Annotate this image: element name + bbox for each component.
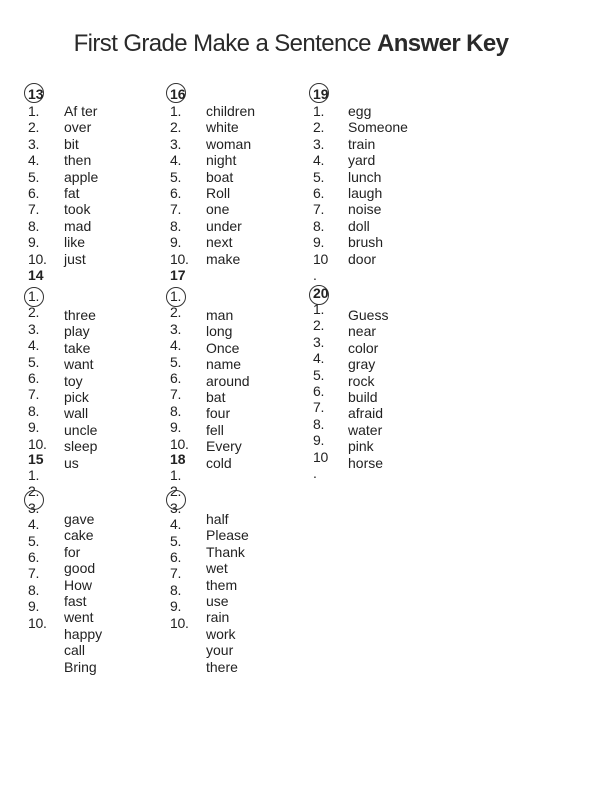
answer-word: fat [64, 185, 80, 201]
answer-word: yard [348, 152, 376, 169]
answer-word: use [206, 593, 229, 609]
answer-word: like [64, 234, 86, 251]
set-number-15: 15 [28, 451, 44, 467]
answer-word: uncle [64, 421, 98, 438]
answer-word: Thank [206, 543, 245, 560]
answer-word: gave [64, 511, 95, 527]
answer-word: Guess [348, 307, 389, 323]
answer-word: went [64, 609, 94, 626]
question-number: 8. [28, 402, 40, 419]
answer-word: Bring [64, 658, 97, 675]
question-number: 4. [170, 516, 182, 533]
question-number: 3. [28, 320, 40, 337]
answer-word: horse [348, 454, 384, 471]
question-number: 2. [28, 483, 40, 500]
answer-word: children [206, 103, 256, 119]
answer-word: bit [64, 135, 79, 152]
question-number: 3. [170, 135, 182, 152]
question-number: 1. [28, 103, 40, 119]
question-number: 7. [170, 565, 182, 582]
question-number: 10. [28, 435, 47, 452]
question-number: 7. [170, 386, 182, 403]
answer-word: long [206, 323, 233, 340]
question-number: 2. [313, 317, 325, 334]
question-number: 7. [313, 201, 325, 218]
answer-word: Every [206, 438, 242, 455]
question-number: 10. [170, 250, 189, 267]
question-number: 4. [28, 516, 40, 533]
stray-dot: . [313, 267, 317, 283]
answer-word: door [348, 250, 377, 267]
question-number: 1. [313, 103, 325, 119]
answer-word: work [206, 625, 236, 642]
question-number: 6. [313, 383, 325, 399]
question-number: 8. [170, 402, 182, 419]
answer-word: sleep [64, 438, 98, 455]
question-number: 8. [313, 415, 325, 432]
set-number-16: 16 [170, 86, 186, 102]
answer-word: fast [64, 593, 87, 609]
question-number: 9. [28, 419, 40, 436]
answer-word: pick [64, 389, 89, 405]
question-number: 4. [313, 350, 325, 367]
question-number: 5. [28, 353, 40, 370]
answer-word: cake [64, 527, 94, 544]
set-number-19: 19 [313, 86, 329, 102]
set-number-14: 14 [28, 267, 44, 283]
answer-word: around [206, 372, 250, 389]
set-number-13: 13 [28, 86, 44, 102]
question-number: 9. [28, 234, 40, 251]
question-number: 9. [170, 234, 182, 251]
answer-word: play [64, 323, 90, 340]
answer-word: took [64, 201, 91, 218]
question-number: 8. [313, 217, 325, 234]
answer-word: next [206, 234, 233, 251]
question-number: 2. [28, 119, 40, 136]
set-number-18: 18 [170, 451, 186, 467]
question-number: 6. [28, 185, 40, 201]
answer-word: afraid [348, 405, 384, 422]
answer-word: cold [206, 454, 232, 471]
question-number: 9. [313, 432, 325, 449]
answer-word: happy [64, 625, 103, 642]
page-title [0, 30, 582, 58]
answer-word: man [206, 307, 234, 323]
question-number: 4. [313, 152, 325, 169]
answer-word: Once [206, 339, 240, 356]
question-number: 1. [28, 288, 40, 304]
question-number: 4. [170, 337, 182, 354]
question-number: 3. [170, 499, 182, 516]
question-number: 6. [313, 185, 325, 201]
question-number: 3. [313, 135, 325, 152]
question-number: 1. [28, 467, 40, 483]
answer-word: egg [348, 103, 372, 119]
question-number: 6. [170, 549, 182, 565]
question-number: 2. [28, 304, 40, 321]
answer-word: build [348, 389, 378, 405]
question-number: 10. [170, 435, 189, 452]
answer-word: Someone [348, 119, 408, 136]
answer-word: wet [206, 560, 228, 577]
question-number: 6. [28, 549, 40, 565]
question-number: 8. [170, 581, 182, 598]
answer-word: rain [206, 609, 230, 626]
set-number-17: 17 [170, 267, 186, 283]
question-number: 5. [170, 353, 182, 370]
question-number: 1. [170, 288, 182, 304]
answer-word: night [206, 152, 237, 169]
answer-word: woman [206, 135, 252, 152]
answer-word: How [64, 576, 93, 593]
question-number: 5. [170, 168, 182, 185]
question-number: 10. [28, 250, 47, 267]
question-number: 7. [170, 201, 182, 218]
answer-word: just [64, 250, 86, 267]
question-number: 8. [28, 217, 40, 234]
question-number: 6. [170, 185, 182, 201]
answer-word: four [206, 405, 231, 422]
answer-word: Af ter [64, 103, 98, 119]
question-number: 8. [28, 581, 40, 598]
question-number: 5. [170, 532, 182, 549]
answer-word: apple [64, 168, 99, 185]
question-number: 8. [170, 217, 182, 234]
answer-word: name [206, 356, 242, 373]
question-number: 6. [28, 370, 40, 386]
question-number: 3. [170, 320, 182, 337]
question-number: 2. [313, 119, 325, 136]
answer-word: half [206, 511, 229, 527]
answer-word: Roll [206, 185, 231, 201]
question-number: 1. [170, 103, 182, 119]
question-number: 1. [313, 301, 325, 317]
question-number: 5. [313, 168, 325, 185]
answer-word: good [64, 560, 96, 577]
answer-word: over [64, 119, 92, 136]
question-number: 2. [170, 304, 182, 321]
question-number: 4. [170, 152, 182, 169]
title-answer-key: Answer Key [376, 30, 509, 57]
answer-word: doll [348, 217, 370, 234]
question-number: 6. [170, 370, 182, 386]
question-number: 10. [28, 614, 47, 631]
answer-word: your [206, 642, 234, 659]
answer-word: for [64, 543, 81, 560]
question-number: 5. [313, 366, 325, 383]
question-number: 3. [28, 135, 40, 152]
question-number: 7. [313, 399, 325, 416]
title-text: First Grade Make a Sentence [73, 30, 371, 57]
question-number: 3. [313, 333, 325, 350]
answer-word: toy [64, 372, 83, 389]
answer-word: them [206, 576, 238, 593]
answer-word: fell [206, 421, 224, 438]
answer-word: brush [348, 234, 384, 251]
answer-word: there [206, 658, 238, 675]
answer-word: lunch [348, 168, 382, 185]
question-number: 2. [170, 119, 182, 136]
question-number: 9. [170, 419, 182, 436]
question-number: 4. [28, 152, 40, 169]
answer-word: three [64, 307, 96, 323]
question-number: 7. [28, 386, 40, 403]
answer-word: wall [64, 405, 89, 422]
answer-word: call [64, 642, 86, 659]
question-number: 10. [170, 614, 189, 631]
answer-word: mad [64, 217, 92, 234]
answer-word: laugh [348, 185, 383, 201]
answer-word: make [206, 250, 241, 267]
question-number: 3. [28, 499, 40, 516]
question-number: 9. [170, 598, 182, 615]
answer-word: noise [348, 201, 382, 218]
answer-word: color [348, 339, 379, 356]
question-number: 5. [28, 532, 40, 549]
set-number-20: 20 [313, 285, 329, 301]
answer-word: Please [206, 527, 249, 544]
answer-word: white [206, 119, 239, 136]
answer-word: then [64, 152, 92, 169]
question-number: 7. [28, 201, 40, 218]
question-number: 4. [28, 337, 40, 354]
question-number: 1. [170, 467, 182, 483]
question-number: 10 [313, 250, 328, 267]
answer-word: train [348, 135, 376, 152]
answer-word: one [206, 201, 230, 218]
answer-word: take [64, 339, 91, 356]
answer-word: pink [348, 438, 374, 455]
stray-dot: . [313, 465, 317, 481]
answer-word: bat [206, 389, 226, 405]
answer-word: want [64, 356, 94, 373]
answer-word: us [64, 454, 79, 471]
question-number: 5. [28, 168, 40, 185]
answer-word: rock [348, 372, 375, 389]
answer-word: under [206, 217, 242, 234]
question-number: 10 [313, 448, 328, 465]
question-number: 7. [28, 565, 40, 582]
answer-word: gray [348, 356, 376, 373]
answer-word: water [348, 421, 383, 438]
answer-word: boat [206, 168, 234, 185]
answer-word: near [348, 323, 377, 340]
question-number: 2. [170, 483, 182, 500]
question-number: 9. [28, 598, 40, 615]
question-number: 9. [313, 234, 325, 251]
